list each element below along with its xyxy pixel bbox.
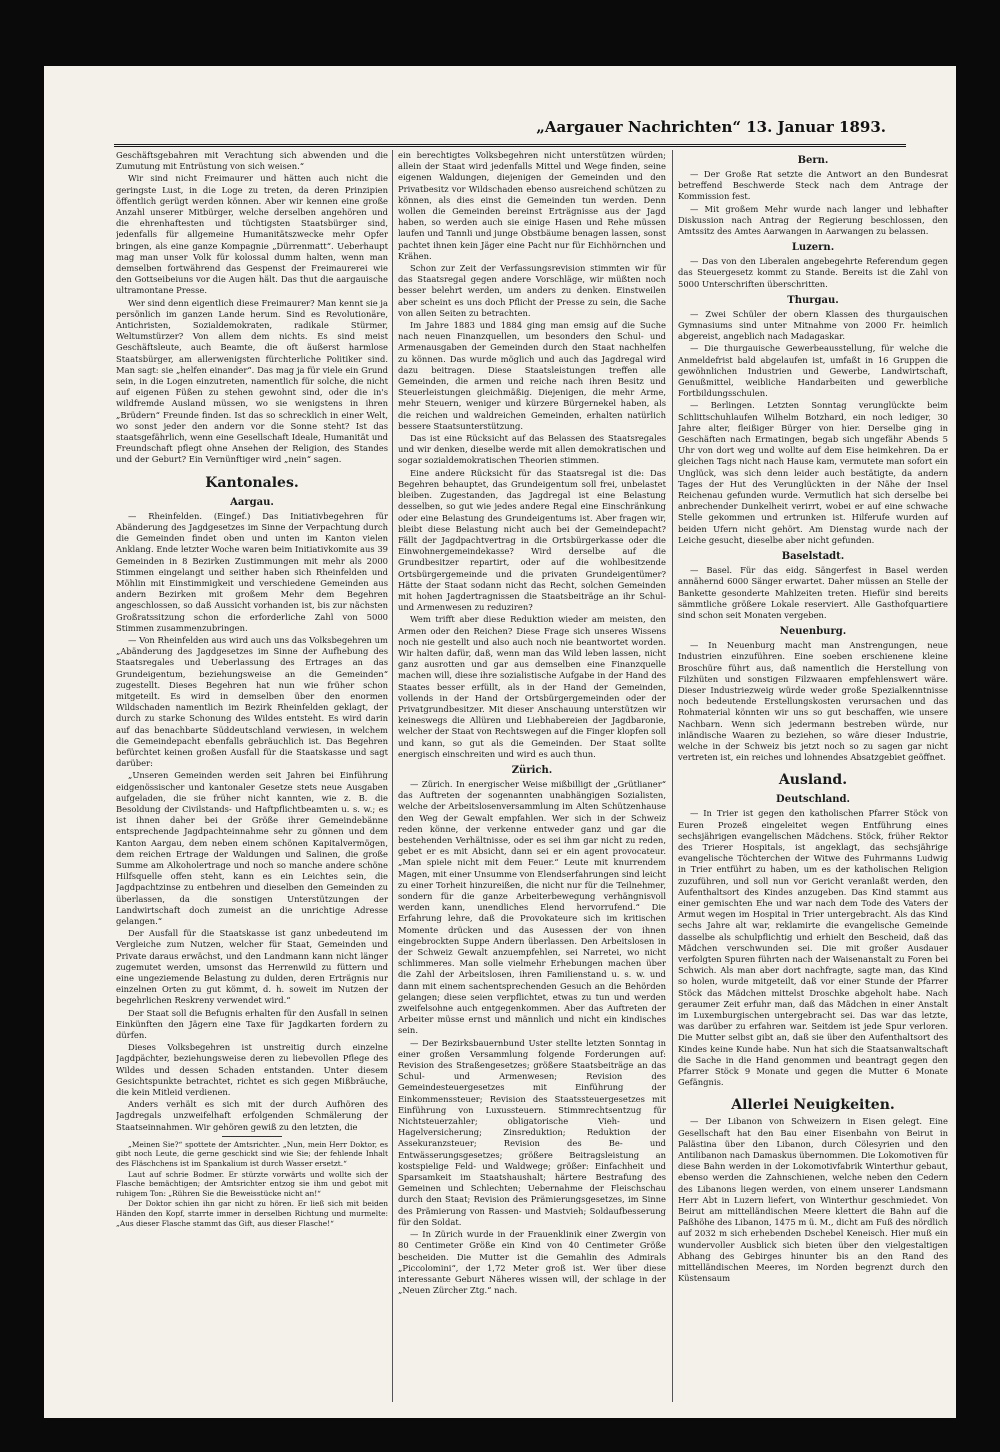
paragraph: Wer sind denn eigentlich diese Freimaurer? Man kennt sie ja persönlich im ganzen Lande herum. Sind es Revolutionäre, Antichristen, Sozialdemokraten, radikale Stürmer, Weltumstürzer? Von allem dem nichts. Es sind meist Geschäftsleute, auch Beamte, die oft äußerst harmlose Staatsbürger, am allerwenigsten fürchterliche Politiker sind. Man sagt: sie „helfen einander“. Das mag ja für viele ein Grund sein, in die Logen einzutreten, namentlich für solche, die nicht auf eigenen Füßen zu stehen gewohnt sind, oder die in's wildfremde Ausland müssen, wo sie wenigstens in ihren „Brüdern“ Freunde finden. Ist das so schrecklich in einer Welt, wo sonst jeder den andern vor die Sonne steht? Ist das staatsgefährlich, wenn eine Gesellschaft Ideale, Humanität und Freundschaft pflegt ohne Ansehen der Religion, des Standes und der Geburt? Ein Vernünftiger wird „nein“ sagen. — [116, 297, 388, 465]
paragraph: Eine andere Rücksicht für das Staatsregal ist die: Das Begehren behauptet, das Grundeigentum soll frei, unbelastet bleiben. Zugestanden, das Jagdregal ist eine Belastung desselben, so gut wie jedes andere Regal eine Einschränkung oder eine Belastung des Grundeigentums ist. Aber fragen wir, bleibt diese Belastung nicht auch bei der Gemeindepacht? Fällt der Jagdpachtvertrag in die Ortsbürgerkasse oder die Einwohnergemeindekasse? Wird derselbe auf die Grundbesitzer repartirt, oder auf die wohlbesitzende Ortsbürgergemeinde und die privaten Grundeigentümer? Hätte der Staat sodann nicht das Recht, solchen Gemeinden mit hohen Jagdertragnissen die Staatsbeiträge an ihr Schul- und Armenwesen zu reduziren? — [398, 467, 666, 613]
paragraph: — Der Bezirksbauernbund Uster stellte letzten Sonntag in einer großen Versammlung folgende Forderungen auf: Revision des Straßengesetzes; größere Staatsbeiträge an das Schul- und Armenwesen; Revision des Gemeindesteuergesetzes mit Einführung der Einkommenssteuer; Revision des Staatssteuergesetzes mit Einführung von Luxussteuern. Stimmrechtsentzug für Nichtsteuerzahler; obligatorische Vieh- und Hagelversicherung; Zinsreduktion; Reduktion der Assekuranzsteuer; Revision des Be- und Entwässerungsgesetzes; größere Beitragsleistung an kostspielige Feld- und Waldwege; größer: Einfachheit und Sparsamkeit im Staatshaushalt; härtere Bestrafung des Gemeinen und Schlechten; Uebernahme der Fleischschau durch den Staat; Revision des Prämierungsgesetzes, im Sinne des Prämierung von Rassen- und Mastvieh; Soldaufbesserung für den Soldat. — [398, 1037, 666, 1227]
paragraph: Der Staat soll die Befugnis erhalten für den Ausfall in seinen Einkünften den Jägern eine Taxe für Jagdkarten fordern zu dürfen. — [116, 1007, 388, 1041]
paragraph: „Unseren Gemeinden werden seit Jahren bei Einführung eidgenössischer und kantonaler Gesetze stets neue Ausgaben aufgeladen, die sie früher nicht kannten, wie z. B. die Besoldung der Civilstands- und Haftpflichtbeamten u. s. w.; es ist ihnen daher bei der Größe ihrer Gemeindebänne entsprechende Jagdpachteinnahme sehr zu gönnen und dem Kanton Aargau, dem neben einem schönen Kapitalvermögen, dem reichen Ertrage der Waldungen und Salinen, die große Summe am Alkoholertrage und noch so manche andere schöne Hilfsquelle offen steht, kann es ein Leichtes sein, die Jagdpachtzinse zu entbehren und dieselben den Gemeinden zu überlassen, da die sonstigen Unterstützungen der Landwirtschaft doch zumeist an die unrichtige Adresse gelangen.“ — [116, 770, 388, 926]
newspaper-title: „Aargauer Nachrichten“ 13. Januar 1893. — [536, 118, 886, 136]
column-left — [116, 150, 388, 1402]
paragraph: Schon zur Zeit der Verfassungsrevision stimmten wir für das Staatsregal gegen andere Vorschläge, wir müßten noch besser belehrt werden, um anders zu denken. Einstweilen aber scheint es uns doch Pflicht der Presse zu sein, die Sache von allen Seiten zu betrachten. — [398, 263, 666, 318]
section-heading-allerlei: Allerlei Neuigkeiten. — [731, 1097, 895, 1114]
paragraph: — Berlingen. Letzten Sonntag verunglückte beim Schlittschuhlaufen Wilhelm Botzhard, ein noch lediger, 30 Jahre alter, fleißiger Bürger von hier. Derselbe ging in Geschäften nach Ermatingen, begab sich ungefähr Abends 5 Uhr von dort weg und wollte auf dem Eise heimkehren. Da er gleichen Tags nicht nach Hause kam, vermutete man sofort ein Unglück, was sich denn leider auch bestätigte, da andern Tages der Hut des Verunglückten in der Nähe der Insel Reichenau gefunden wurde. Vermutlich hat sich derselbe bei anbrechender Dunkelheit verirrt, wobei er auf eine schwache Stelle gekommen und ertrunken ist. Hilferufe wurden auf beiden Ufern nicht gehört. Am Dienstag wurde nach der Leiche gesucht, dieselbe aber nicht gefunden. — [678, 400, 948, 545]
newspaper-page — [44, 66, 956, 1418]
paragraph: — Basel. Für das eidg. Sängerfest in Basel werden annähernd 6000 Sänger erwartet. Daher müssen an Stelle der Bankette gesonderte Mahlzeiten treten. Hiefür sind bereits sämmtliche größere Lokale reserviert. Alle Gasthofquartiere sind schon seit Monaten vergeben. — [678, 565, 948, 620]
section-heading-ausland: Ausland. — [778, 772, 848, 789]
section-heading-neuenburg: Neuenburg. — [779, 626, 847, 638]
paragraph: Geschäftsgebahren mit Verachtung sich abwenden und die Zumutung mit Entrüstung von sich weisen.“ — [116, 150, 388, 172]
paragraph: Dieses Volksbegehren ist unstreitig durch einzelne Jagdpächter, beziehungsweise deren zu liebevollen Pflege des Wildes und dessen Schaden entstanden. Unter diesem Gesichtspunkte betrachtet, richtet es sich gegen Mißbräuche, die kein Mitleid verdienen. — [116, 1042, 388, 1098]
paragraph: — Zwei Schüler der obern Klassen des thurgauischen Gymnasiums sind unter Mitnahme von 2000 Fr. heimlich abgereist, angeblich nach Madagaskar. — [678, 308, 948, 342]
paragraph: — Rheinfelden. (Eingef.) Das Initiativbegehren für Abänderung des Jagdgesetzes im Sinne der Verpachtung durch die Gemeinden findet oben und unten im Kanton vielen Anklang. Ende letzter Woche waren beim Initiativkomite aus 39 Gemeinden in 8 Bezirken Zustimmungen mit mehr als 2000 Stimmen eingelangt und seither haben sich Rheinfelden und Möhlin mit Einstimmigkeit und verschiedene Gemeinden aus andern Bezirken mit großem Mehr dem Begehren angeschlossen, so daß Aussicht vorhanden ist, bis zur nächsten Großratssitzung schon die erforderliche Zahl von 5000 Stimmen zusammenzubringen. — [116, 510, 388, 633]
paragraph: Wir sind nicht Freimaurer und hätten auch nicht die geringste Lust, in die Loge zu treten, da deren Prinzipien öffentlich gerügt werden können. Aber wir kennen eine große Anzahl unserer Mitbürger, welche derselben angehören und die ehrenhaftesten und tüchtigsten Staatsbürger sind, jedenfalls für allgemeine Humanitätszwecke mehr Opfer bringen, als eine ganze Kompagnie „Dürrenmatt“. Ueberhaupt mag man unser Volk für kolossal dumm halten, wenn man demselben fortwährend das Gespenst der Freimaurerei wie den Gottseibeiuns vor die Augen hält. Das thut die aargauische ultramontane Presse. — [116, 173, 388, 296]
section-heading-baselstadt: Baselstadt. — [781, 551, 845, 563]
paragraph: — Der Libanon von Schweizern in Eisen gelegt. Eine Gesellschaft hat den Bau einer Eisenbahn von Beirut in Palästina über den Libanon, durch Cölesyrien und den Antilibanon nach Damaskus übernommen. Die Lokomotiven für diese Bahn werden in der Lokomotivfabrik Winterthur gebaut, ebenso werden die Zahnschienen, welche neben den Cedern des Libanons liegen werden, von einem unserer Landsmann Herr Abt in Luzern liefert, von Winterthur geschmiedet. Von Beirut am mittelländischen Meere klettert die Bahn auf die Paßhöhe des Libanon, 1475 m ü. M., dicht am Fuß des nördlich auf 2032 m sich erhebenden Dschebel Keneisch. Hier muß ein wundervoller Ausblick sich bieten über den vielgestaltigen Abhang des Gebirges hinunter bis an den Rand des mittelländischen Meeres, im Norden begrenzt durch den Küstensaum — [678, 1116, 948, 1284]
page-header — [114, 114, 906, 147]
paragraph: ein berechtigtes Volksbegehren nicht unterstützen würden; allein der Staat wird jedenfalls Mittel und Wege finden, seine eigenen Waldungen, diejenigen der Gemeinden und den Privatbesitz vor Wildschaden ebenso ausreichend schützen zu können, als dies einst die Gemeinden tun werden. Denn wollen die Gemeinden bereinst Erträgnisse aus der Jagd haben, so werden auch sie einige Hasen und Rehe müssen laufen und Tannli und junge Obstbäume benagen lassen, sonst pachtet ihnen kein Jäger eine Pacht nur für Eichhörnchen und Krähen. — [398, 150, 666, 261]
feuilleton-paragraph: „Meinen Sie?“ spottete der Amtsrichter. „Nun, mein Herr Doktor, es gibt noch Leute, die gerne geschickt sind wie Sie; der fehlende Inhalt des Fläschchens ist im Spankalium ist durch Wasser ersetzt.“ — [116, 1139, 388, 1169]
section-heading-kantonales: Kantonales. — [205, 474, 299, 491]
paragraph: — In Trier ist gegen den katholischen Pfarrer Stöck von Euren Prozeß eingeleitet wegen Entführung eines sechsjährigen evangelischen Mädchens. Stöck, früher Rektor des Trierer Hospitals, ist angeklagt, das sechsjährige evangelische Töchterchen der Witwe des Fuhrmanns Ludwig in Trier entführt zu haben, um es der katholischen Religion zuzuführen, und soll nun vor Gericht veranlaßt werden, den Aufenthaltsort des Kindes anzugeben. Das Kind stammt aus einer gemischten Ehe und war nach dem Tode des Vaters der Armut wegen im Hospital in Trier untergebracht. Als das Kind sechs Jahre alt war, reklamirte die evangelische Gemeinde dasselbe als schulpflichtig und erhielt den Bescheid, daß das Mädchen verschwunden sei. Die mit großer Ausdauer verfolgten Spuren führten nach der Waisenanstalt zu Foren bei Schwich. Als man aber dort nachfragte, sagte man, das Kind so holen, wurde mitgeteilt, daß vor einer Stunde der Pfarrer Stöck das Mädchen mittelst Droschke abgeholt habe. Nach geraumer Zeit erfuhr man, daß das Mädchen in einer Anstalt im Luxemburgischen untergebracht sei. Das war das letzte, was darüber zu erfahren war. Seitdem ist jede Spur verloren. Die Mutter selbst gibt an, daß sie über den Aufenthaltsort des Kindes keine Kunde habe. Nun hat sich die Staatsanwaltschaft die Sache in die Hand genommen und beantragt gegen den Pfarrer Stöck 9 Monate und gegen die Mutter 6 Monate Gefängnis. — [678, 808, 948, 1088]
paragraph: Wem trifft aber diese Reduktion wieder am meisten, den Armen oder den Reichen? Diese Frage sich unseres Wissens noch nie gestellt und also auch noch nie beantwortet worden. Wir halten dafür, daß, wenn man das Wild leben lassen, nicht ganz ausrotten und gar aus demselben eine Finanzquelle machen will, diese ihre sozialistische Aufgabe in der Hand des Staates besser erfüllt, als in der Hand der Gemeinden, vollends in der Hand der Ortsbürgergemeinden oder der Privatgrundbesitzer. Mit dieser Anschauung unterstützen wir keineswegs die Allüren und Liebhabereien der Jagdbaronie, welcher der Staat von Rechtswegen auf die Finger klopfen soll und kann, so gut als die Gemeinden. Der Staat sollte energisch einschreiten und wird es auch thun. — [398, 614, 666, 759]
paragraph: — Zürich. In energischer Weise mißbilligt der „Grütlianer“ das Auftreten der sogenannten unabhängigen Sozialisten, welche der Arbeitslosenversammlung im Alten Schützenhause den Weg der Gewalt empfahlen. Wer sich in der Schweiz reden könne, der verkenne entweder ganz und gar die bestehenden Verhältnisse, oder es sei ihm gar nicht zu reden, gebet er es mit Absicht, dann sei er ein agent provocateur. „Man spiele nicht mit dem Feuer.“ Leute mit knurrendem Magen, mit einer Unsumme von Elendserfahrungen sind leicht zu einer Torheit hinzureißen, die nicht nur für die Teilnehmer, sondern für die ganze Arbeiterbewegung verhängnisvoll werden kann, unendliches Elend hervorrufend.“ Die Erfahrung lehre, daß die Provokateure sich im kritischen Momente drücken und das Ausessen der von ihnen eingebrockten Suppe Andern überlassen. Den Arbeitslosen in der Schweiz Gewalt anzuempfehlen, sei Narretei, wo nicht schlimmeres. Man solle vielmehr Erhebungen machen über die Zahl der Arbeitslosen, ihren Familienstand u. s. w. und dann mit einem sachentsprechenden Gesuch an die Behörden gelangen; diese seien verpflichtet, etwas zu tun und werden zweifelsohne auch entgegenkommen. Aber das Auftreten der Arbeiter müsse ernst und männlich und nicht ein kindisches sein. — [398, 778, 666, 1036]
column-right — [678, 150, 948, 1402]
paragraph: Im Jahre 1883 und 1884 ging man emsig auf die Suche nach neuen Finanzquellen, um besonders den Schul- und Armenausgaben der Gemeinden durch den Staat nachhelfen zu können. Das wurde möglich und auch das Jagdregal wird dazu beitragen. Diese Staatsleistungen treffen alle Gemeinden, die armen und reiche nach ihren Besitz und Steuerleistungen gleichmäßig. Diejenigen, die mehr Arme, mehr Steuern, weniger und kürzere Bürgernekel haben, als die reichen und waldreichen Gemeinden, erhalten natürlich bessere Staatsunterstützung. — [398, 320, 666, 431]
paragraph: — Mit großem Mehr wurde nach langer und lebhafter Diskussion nach Antrag der Regierung beschlossen, den Amtssitz des Amtes Aarwangen in Aarwangen zu belassen. — [678, 203, 948, 237]
divider — [222, 1136, 282, 1137]
section-heading-luzern: Luzern. — [791, 242, 835, 254]
paragraph: — In Zürich wurde in der Frauenklinik einer Zwergin von 80 Centimeter Größe ein Kind von 40 Centimeter Größe bescheiden. Die Mutter ist die Gemahlin des Admirals „Piccolomini“, der 1,72 Meter groß ist. Wer über diese interessante Geburt Näheres wissen will, der schlage in der „Neuen Zürcher Ztg.“ nach. — [398, 1229, 666, 1296]
section-heading-zuerich: Zürich. — [511, 764, 553, 776]
feuilleton-paragraph: Laut auf schrie Bodmer. Er stürzte vorwärts und wollte sich der Flasche bemächtigen; der Amtsrichter entzog sie ihm und gebot mit ruhigem Ton: „Rühren Sie die Beweisstücke nicht an!“ — [116, 1169, 388, 1198]
paragraph: Der Ausfall für die Staatskasse ist ganz unbedeutend im Vergleiche zum Nutzen, welcher für Staat, Gemeinden und Private daraus erwächst, und den Landmann kann nicht länger zugemutet werden, umsonst das Herrenwild zu füttern und eine ungeziemende Belastung zu dulden, deren Erträgnis nur einzelnen Orten zu gut kömmt, d. h. soweit im Nutzen der begehrlichen Reskreny verwendet wird.“ — [116, 928, 388, 1006]
column-rule — [392, 150, 393, 1402]
feuilleton-paragraph: Der Doktor schien ihn gar nicht zu hören. Er ließ sich mit beiden Händen den Kopf, starrte immer in derselben Richtung und murmelte: „Aus dieser Flasche stammt das Gift, aus dieser Flasche!“ — [116, 1199, 388, 1228]
column-rule — [672, 150, 673, 1402]
section-heading-thurgau: Thurgau. — [787, 294, 839, 306]
section-heading-deutschland: Deutschland. — [776, 794, 850, 806]
paragraph: — Das von den Liberalen angebegehrte Referendum gegen das Steuergesetz kommt zu Stande. Bereits ist die Zahl von 5000 Unterschriften überschritten. — [678, 256, 948, 289]
column-middle — [398, 150, 666, 1402]
paragraph: — In Neuenburg macht man Anstrengungen, neue Industrien einzuführen. Eine soeben erschienene kleine Broschüre führt aus, daß namentlich die Herstellung von Filzhüten und sonstigen Filzwaaren empfehlenswert wäre. Dieser Industriezweig würde weder große Spezialkenntnisse noch bedeutende Erstellungskosten verursachen und das Rohmaterial könnten wir uns so gut beschaffen, wie unsere Nachbarn. Wenn sich jedermann bestreben würde, nur inländische Waaren zu beziehen, so wäre dieser Industrie, welche in der Schweiz bis jetzt noch so zu sagen gar nicht vertreten ist, ein reiches und lohnendes Absatzgebiet geöffnet. — [678, 640, 948, 763]
paragraph: Das ist eine Rücksicht auf das Belassen des Staatsregales und wir denken, dieselbe werde mit allen demokratischen und sogar sozialdemokratischen Theorien stimmen. — [398, 433, 666, 466]
paragraph: — Von Rheinfelden aus wird auch uns das Volksbegehren um „Abänderung des Jagdgesetzes im Sinne der Aufhebung des Staatsregales und Ueberlassung des Ertrages an das Grundeigentum, beziehungsweise an die Gemeinden“ zugestellt. Dieses Begehren hat nun wie früher schon mitgeteilt. Es wird in demselben über den enormen Wildschaden namentlich im Bezirk Rheinfelden geklagt, der durch zu starke Schonung des Wildes entsteht. Es wird darin auf das benachbarte Süddeutschland verwiesen, in welchem die Gemeindepacht ebenfalls gebräuchlich ist. Das Begehren befürchtet keinen großen Ausfall für die Staatskasse und sagt darüber: — [116, 634, 388, 769]
section-heading-bern: Bern. — [797, 155, 829, 166]
section-heading-aargau: Aargau. — [230, 496, 274, 508]
paragraph: Anders verhält es sich mit der durch Aufhören des Jagdregals unzweifelhaft erfolgenden Schmälerung der Staatseinnahmen. Wir gehören gewiß zu den letzten, die — [116, 1099, 388, 1132]
paragraph: — Der Große Rat setzte die Antwort an den Bundesrat betreffend Beschwerde Steck nach dem Antrage der Kommission fest. — [678, 169, 948, 202]
paragraph: — Die thurgauische Gewerbeausstellung, für welche die Anmeldefrist bald abgelaufen ist, umfaßt in 16 Gruppen die gewöhnlichen Industrien und Gewerbe, Landwirtschaft, Genußmittel, weibliche Handarbeiten und gewerbliche Fortbildungsschulen. — [678, 343, 948, 399]
